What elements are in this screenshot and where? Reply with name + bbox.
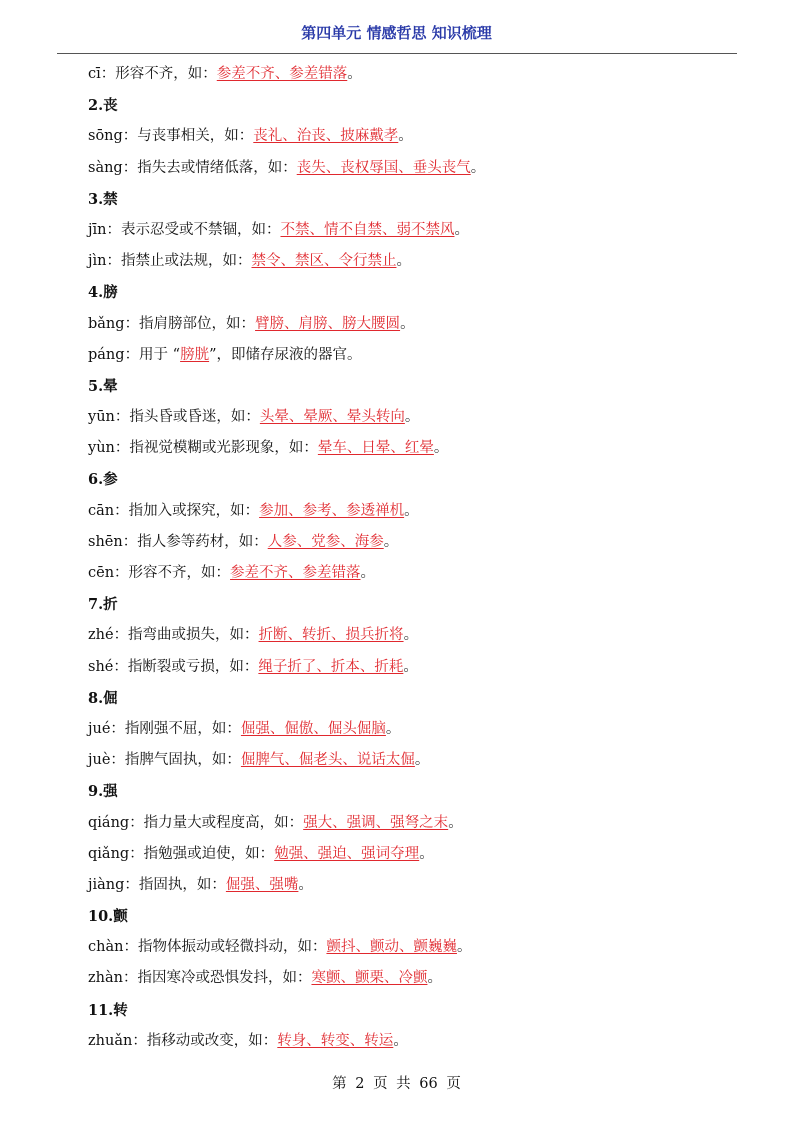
character-heading: 8.倔: [88, 689, 118, 707]
pinyin-label: cēn: [88, 565, 115, 581]
character-heading: 5.晕: [88, 377, 118, 395]
character-heading: 7.折: [88, 596, 118, 614]
example-words: 人参、党参、海参: [267, 533, 384, 550]
example-words: 强大、强调、强弩之末: [303, 814, 449, 831]
pronunciation-entry: [88, 620, 728, 651]
example-words: 参加、参考、参透禅机: [259, 502, 405, 519]
pronunciation-entry: [88, 402, 728, 433]
example-words: 参差不齐、参差错落: [216, 66, 348, 82]
trailing-text: 。: [404, 409, 420, 426]
pronunciation-entry: [88, 527, 728, 558]
definition-text: ：指刚强不屈，如：: [110, 720, 241, 737]
pinyin-label: shé: [88, 658, 114, 675]
pinyin-label: yùn: [88, 440, 115, 457]
pinyin-label: zhàn: [88, 970, 123, 987]
trailing-text: 。: [400, 315, 415, 332]
definition-text: ：形容不齐，如：: [114, 565, 231, 581]
header-divider: [57, 53, 737, 54]
pronunciation-entry: [88, 932, 728, 963]
trailing-text: 。: [393, 1032, 408, 1049]
definition-text: ：与丧事相关，如：: [122, 128, 254, 145]
example-words: 臂膀、肩膀、膀大腰圆: [255, 315, 401, 332]
example-words: 勉强、强迫、强词夺理: [274, 845, 420, 862]
trailing-text: 。: [454, 221, 469, 238]
example-words: 头晕、晕厥、晕头转向: [259, 409, 405, 426]
definition-text: ：指物体振动或轻微抖动，如：: [123, 939, 327, 956]
pronunciation-entry: [88, 340, 728, 371]
pinyin-label: zhuǎn: [88, 1032, 133, 1049]
pronunciation-entry: [88, 59, 728, 90]
pronunciation-entry: [88, 309, 728, 340]
trailing-text: 。: [433, 440, 449, 457]
trailing-text: 。: [347, 66, 362, 82]
example-words: 折断、转折、损兵折将: [258, 627, 404, 644]
definition-text: ：指断裂或亏损，如：: [113, 658, 259, 675]
trailing-text: 。: [298, 876, 313, 893]
pinyin-label: juè: [88, 752, 111, 769]
pinyin-label: qiǎng: [88, 845, 130, 862]
pronunciation-entry: [88, 246, 728, 277]
pinyin-label: jiàng: [88, 876, 125, 893]
definition-text: ：指加入或探究，如：: [114, 502, 260, 519]
trailing-text: 。: [404, 502, 419, 519]
definition-text: ：表示忍受或不禁锢，如：: [106, 221, 281, 238]
example-words: 丧礼、治丧、披麻戴孝: [253, 128, 399, 145]
trailing-text: ”，即储存尿液的器官。: [209, 346, 362, 363]
pinyin-label: páng: [88, 346, 125, 363]
trailing-text: 。: [385, 720, 401, 737]
definition-text: ：指力量大或程度高，如：: [129, 814, 304, 831]
trailing-text: 。: [427, 970, 442, 987]
pronunciation-entry: [88, 714, 728, 745]
character-heading: 2.丧: [88, 97, 118, 115]
example-words: 倔强、倔傲、倔头倔脑: [240, 720, 386, 737]
trailing-text: 。: [414, 752, 430, 769]
pronunciation-entry: [88, 745, 728, 776]
trailing-text: 。: [396, 253, 411, 270]
pinyin-label: bǎng: [88, 315, 125, 332]
pinyin-label: jìn: [88, 253, 107, 270]
trailing-text: 。: [419, 845, 434, 862]
pinyin-label: shēn: [88, 533, 123, 550]
pinyin-label: jīn: [88, 221, 107, 238]
definition-text: ：指头昏或昏迷，如：: [114, 409, 260, 426]
character-heading: 9.强: [88, 783, 118, 801]
definition-text: ：形容不齐，如：: [100, 66, 217, 82]
trailing-text: 。: [403, 658, 418, 675]
pronunciation-entry: [88, 153, 728, 184]
example-words: 禁令、禁区、令行禁止: [251, 253, 397, 270]
trailing-text: 。: [403, 627, 419, 644]
content-body: [88, 59, 728, 1057]
definition-text: ：指因寒冷或恐惧发抖，如：: [122, 970, 312, 987]
trailing-text: 。: [448, 814, 463, 831]
pinyin-label: sōng: [88, 128, 123, 145]
trailing-text: 。: [456, 939, 472, 956]
character-heading: 11.转: [88, 1001, 128, 1019]
definition-text: ：指禁止或法规，如：: [106, 253, 252, 270]
definition-text: ：指移动或改变，如：: [132, 1032, 278, 1049]
pinyin-label: cān: [88, 502, 115, 519]
example-words: 晕车、日晕、红晕: [317, 440, 434, 457]
definition-text: ：指人参等药材，如：: [122, 533, 268, 550]
trailing-text: 。: [360, 565, 376, 581]
character-heading: 6.参: [88, 471, 118, 489]
page-header-title: 第四单元 情感哲思 知识梳理: [301, 24, 492, 42]
pinyin-label: jué: [88, 720, 111, 737]
trailing-text: 。: [383, 533, 399, 550]
pinyin-label: chàn: [88, 939, 124, 956]
example-words: 寒颤、颤栗、冷颤: [311, 970, 428, 987]
pronunciation-entry: [88, 1026, 728, 1057]
pronunciation-entry: [88, 433, 728, 464]
character-heading: 3.禁: [88, 190, 118, 208]
example-words: 参差不齐、参差错落: [230, 565, 361, 581]
pronunciation-entry: [88, 215, 728, 246]
example-words: 丧失、丧权辱国、垂头丧气: [296, 159, 471, 176]
pronunciation-entry: [88, 870, 728, 901]
definition-text: ：指勉强或迫使，如：: [129, 845, 275, 862]
pinyin-label: sàng: [88, 159, 123, 176]
definition-text: ：用于 “: [124, 346, 181, 363]
pronunciation-entry: [88, 496, 728, 527]
pinyin-label: cī: [88, 66, 101, 82]
pronunciation-entry: [88, 121, 728, 152]
pronunciation-entry: [88, 652, 728, 683]
definition-text: ：指肩膀部位，如：: [124, 315, 256, 332]
pronunciation-entry: [88, 558, 728, 589]
definition-text: ：指弯曲或损失，如：: [113, 627, 259, 644]
pronunciation-entry: [88, 963, 728, 994]
definition-text: ：指脾气固执，如：: [110, 752, 241, 769]
definition-text: ：指失去或情绪低落，如：: [122, 159, 297, 176]
example-words: 颤抖、颤动、颤巍巍: [326, 939, 457, 956]
pinyin-label: qiáng: [88, 814, 130, 831]
character-heading: 4.膀: [88, 284, 118, 302]
example-words: 绳子折了、折本、折耗: [258, 658, 404, 675]
page-footer: 第 2 页 共 66 页: [332, 1076, 461, 1092]
pinyin-label: yūn: [88, 409, 115, 426]
pronunciation-entry: [88, 808, 728, 839]
trailing-text: 。: [398, 128, 413, 145]
example-words: 不禁、情不自禁、弱不禁风: [280, 221, 455, 238]
character-heading: 10.颤: [88, 908, 128, 926]
trailing-text: 。: [470, 159, 486, 176]
pronunciation-entry: [88, 839, 728, 870]
pinyin-label: zhé: [88, 627, 114, 644]
example-words: 转身、转变、转运: [277, 1032, 394, 1049]
example-words: 倔强、强嘴: [225, 876, 299, 893]
example-words: 膀胱: [180, 346, 210, 363]
example-words: 倔脾气、倔老头、说话太倔: [240, 752, 415, 769]
definition-text: ：指固执，如：: [124, 876, 226, 893]
definition-text: ：指视觉模糊或光影现象，如：: [114, 440, 318, 457]
